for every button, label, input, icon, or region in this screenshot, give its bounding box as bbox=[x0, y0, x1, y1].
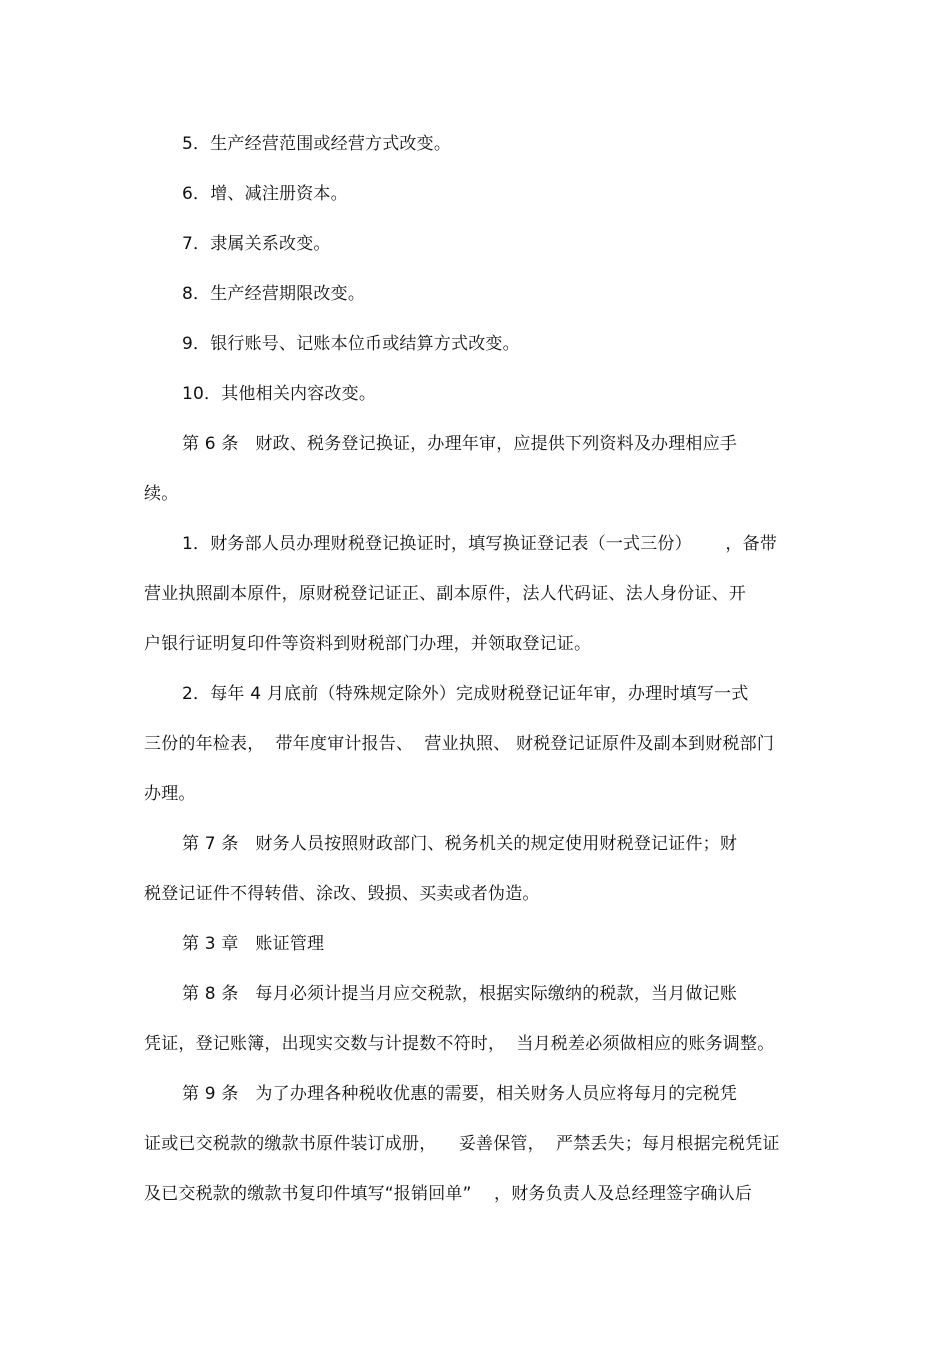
paragraph-2-line-2: 三份的年检表， 带年度审计报告、 营业执照、 财税登记证原件及副本到财税部门 bbox=[144, 734, 775, 754]
paragraph-2-line-1: 2．每年 4 月底前（特殊规定除外）完成财税登记证年审，办理时填写一式 bbox=[182, 684, 749, 704]
article-7-line-2: 税登记证件不得转借、涂改、毁损、买卖或者伪造。 bbox=[144, 884, 540, 904]
paragraph-1-line-3: 户银行证明复印件等资料到财税部门办理，并领取登记证。 bbox=[144, 634, 592, 654]
article-9-line-2: 证或已交税款的缴款书原件装订成册， 妥善保管， 严禁丢失；每月根据完税凭证 bbox=[144, 1134, 780, 1154]
paragraph-1-line-1: 1．财务部人员办理财税登记换证时，填写换证登记表（一式三份） ，备带 bbox=[182, 534, 778, 554]
article-7-line-1: 第 7 条 财务人员按照财政部门、税务机关的规定使用财税登记证件；财 bbox=[182, 834, 738, 854]
article-8-line-2: 凭证，登记账簿，出现实交数与计提数不符时， 当月税差必须做相应的账务调整。 bbox=[144, 1034, 775, 1054]
chapter-3-heading: 第 3 章 账证管理 bbox=[182, 934, 325, 954]
article-8-line-1: 第 8 条 每月必须计提当月应交税款，根据实际缴纳的税款，当月做记账 bbox=[182, 984, 738, 1004]
paragraph-1-line-2: 营业执照副本原件，原财税登记证正、副本原件，法人代码证、法人身份证、开 bbox=[144, 584, 746, 604]
list-item-10: 10．其他相关内容改变。 bbox=[182, 384, 377, 404]
list-item-5: 5．生产经营范围或经营方式改变。 bbox=[182, 134, 452, 154]
list-item-7: 7．隶属关系改变。 bbox=[182, 234, 331, 254]
article-9-line-1: 第 9 条 为了办理各种税收优惠的需要，相关财务人员应将每月的完税凭 bbox=[182, 1084, 738, 1104]
list-item-9: 9．银行账号、记账本位币或结算方式改变。 bbox=[182, 334, 520, 354]
paragraph-2-line-3: 办理。 bbox=[144, 784, 196, 804]
list-item-6: 6．增、减注册资本。 bbox=[182, 184, 348, 204]
list-item-8: 8．生产经营期限改变。 bbox=[182, 284, 366, 304]
article-6-line-2: 续。 bbox=[144, 484, 179, 504]
article-6-line-1: 第 6 条 财政、税务登记换证，办理年审，应提供下列资料及办理相应手 bbox=[182, 434, 738, 454]
article-9-line-3: 及已交税款的缴款书复印件填写“报销回单” ，财务负责人及总经理签字确认后 bbox=[144, 1184, 753, 1204]
